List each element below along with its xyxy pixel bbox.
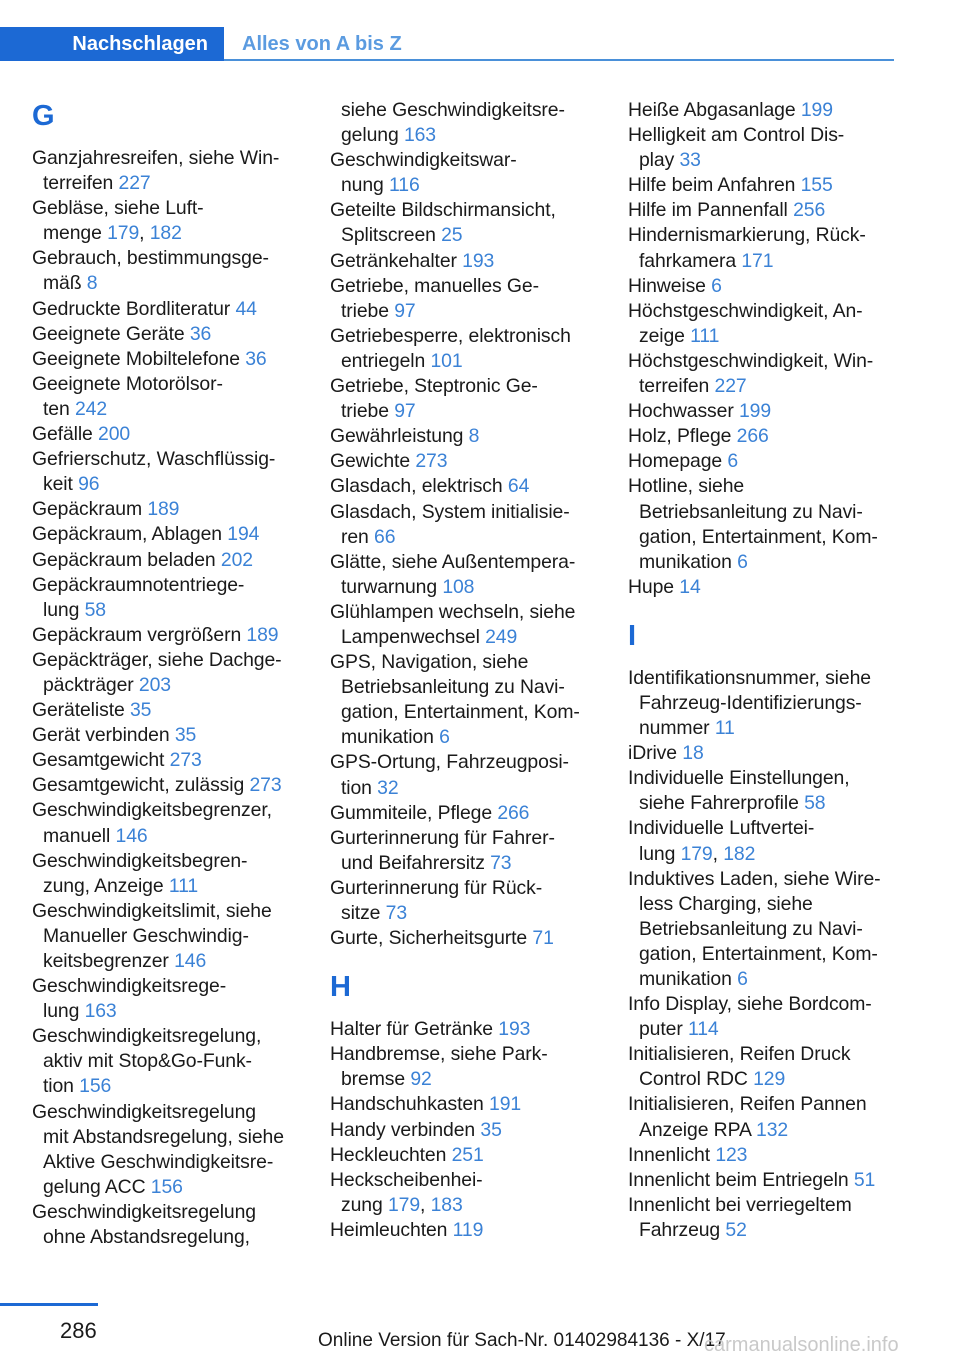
index-entry [32,698,312,723]
index-entry [628,173,908,198]
page-reference-link[interactable]: 193 [498,1018,531,1041]
index-entry [628,424,908,449]
index-entry-text: Gepäckraumnotentriege- lung [32,573,245,621]
index-entry [330,801,610,826]
index-entry [32,648,312,698]
footer-accent-line [0,1303,98,1306]
page-reference-link[interactable]: 73 [385,902,408,924]
index-entry [32,798,312,848]
index-entry [330,1017,610,1042]
index-entry [32,849,312,899]
index-entry-text: Gepäckträger, siehe Dachge- päckträger [32,648,282,696]
index-entry: Individuelle Luftvertei- lung 179, 182 [628,817,815,865]
index-entry-text: Hupe [628,575,674,598]
index-entry [330,1118,610,1143]
index-entry-text: Handbremse, siehe Park- bremse [330,1043,548,1091]
page-reference-link[interactable]: 97 [394,299,416,322]
index-entry-text: Info Display, siehe Bordcom- puter [628,993,872,1041]
page-reference-link[interactable]: 36 [245,347,267,370]
index-column-2 [330,98,610,1243]
index-entry [330,274,610,324]
index-entry [628,274,908,299]
page-reference-link[interactable]: 35 [174,724,197,747]
index-entry [32,422,312,447]
index-entry-text: Halter für Getränke [330,1018,493,1041]
index-entry-text: Gurterinnerung für Rück- sitze [330,876,543,924]
index-entry-text: Hinweise [628,274,706,297]
index-entry-text: Gewichte [330,450,411,473]
page-reference-link[interactable]: 146 [115,824,148,847]
index-entry-text: Geschwindigkeitsregelung ohne Abstandsregelung, [32,1200,256,1249]
index-entry [330,1218,610,1243]
page-reference-link[interactable]: 8 [86,272,98,295]
page-reference-link[interactable]: 33 [679,149,701,172]
index-entry-text: siehe Geschwindigkeitsre- gelung [341,99,565,147]
page-reference-link[interactable]: 71 [532,927,554,950]
page-reference-link[interactable]: 171 [741,249,774,272]
page-reference-link[interactable]: 6 [439,726,450,749]
page-reference-link[interactable]: 266 [736,425,769,448]
index-entry-text: Geteilte Bildschirmansicht, Splitscreen [330,199,556,247]
page-reference-link[interactable]: 36 [189,322,212,345]
page-reference-link[interactable]: 156 [79,1075,112,1098]
index-entry [628,1092,908,1142]
page-reference-link[interactable]: 266 [497,801,530,824]
page-reference-link[interactable]: 6 [737,968,748,990]
index-entry-text: Ganzjahresreifen, siehe Win- terreifen [32,147,280,195]
index-entry-text: Gepäckraum beladen [32,548,216,571]
page-reference-link[interactable]: 200 [98,423,131,446]
page-reference-link[interactable]: 199 [738,400,772,423]
index-entry [32,522,312,547]
page-reference-link[interactable]: 11 [714,717,735,740]
index-entry [32,146,312,196]
index-entry-text: Heckleuchten [330,1143,447,1166]
index-entry [32,297,312,322]
page-reference-link[interactable]: 58 [804,792,826,815]
index-entry-text: Geräteliste [32,699,125,722]
page-reference-link[interactable]: 132 [756,1118,789,1141]
index-entry-text: Geschwindigkeitsbegrenzer, manuell [32,799,272,847]
index-entry [330,198,610,248]
index-entry-text: Geeignete Motorölsor- ten [32,372,223,420]
index-entry-text: Gummiteile, Pflege [330,801,493,824]
page-reference-link[interactable]: 227 [118,172,151,195]
index-entry [628,741,908,766]
index-entry-text: Innenlicht [628,1143,711,1166]
page-reference-link[interactable]: 183 [430,1193,463,1216]
index-entry-text: Getriebesperre, elektronisch entriegeln [330,324,571,372]
page-reference-link[interactable]: 273 [169,749,202,772]
page-reference-link[interactable]: 179 [387,1193,421,1216]
page-reference-link[interactable]: 273 [249,774,282,797]
index-letter-heading: H [330,971,351,1004]
index-letter-heading: G [32,100,55,132]
page-reference-link[interactable]: 101 [430,349,463,372]
index-entry-text: GPS, Navigation, siehe Betriebsanleitung zu Navi- gation, Entertainment, Kom- munikation [330,651,580,749]
index-entry [32,548,312,573]
index-entry-text: Gedruckte Bordliteratur [32,297,231,320]
index-entry-text: Hindernismarkierung, Rück- fahrkamera [628,224,866,272]
page-reference-link[interactable]: 189 [147,498,180,521]
page-reference-link[interactable]: 129 [753,1068,786,1091]
index-entry-text: Homepage [628,450,723,473]
page-reference-link[interactable]: 179 [107,222,140,245]
page-reference-link[interactable]: 116 [389,174,420,197]
page-reference-link[interactable]: 44 [235,297,257,320]
index-entry-text: Glasdach, elektrisch [330,475,503,498]
index-entry-text: Geschwindigkeitsbegren- zung, Anzeige [32,849,248,897]
index-entry-text: Getränkehalter [330,249,457,272]
page-reference-link[interactable]: 189 [246,623,279,646]
page-reference-link[interactable]: 182 [149,222,182,245]
index-entry [32,1200,312,1250]
page-reference-link[interactable]: 251 [451,1143,484,1166]
index-entry-text: Gepäckraum, Ablagen [32,523,222,546]
page-reference-link[interactable]: 52 [725,1218,747,1241]
index-entry [628,1143,908,1168]
index-entry-text: iDrive [628,742,677,765]
page-reference-link[interactable]: 156 [150,1175,183,1198]
index-entry-text: Gefrierschutz, Waschflüssig- keit [32,448,276,496]
index-entry-text: GPS-Ortung, Fahrzeugposi- tion [330,751,569,799]
index-entry-text: Handschuhkasten [330,1093,484,1116]
index-entry [330,249,610,274]
index-entry-text: Individuelle Einstellungen, siehe Fahrerprofile [628,767,850,815]
header-tab-bar [0,27,894,61]
index-entry [32,974,312,1024]
index-entry [330,324,610,374]
watermark: carmanualsonline.info [704,1334,899,1356]
page-reference-link[interactable]: 155 [800,174,833,197]
page-reference-link[interactable]: 92 [410,1068,432,1091]
page-reference-link[interactable]: 163 [403,124,436,147]
index-entry [628,399,908,424]
page-reference-link[interactable]: 191 [489,1093,522,1116]
index-entry-text: Gebrauch, bestimmungsge- mäß [32,247,269,295]
index-entry [628,575,908,600]
index-entry-text: Induktives Laden, siehe Wire- less Charging, siehe Betriebsanleitung zu Navi- gation, Entertainment, Kom- munikation [628,867,881,990]
index-entry-text: Handy verbinden [330,1118,476,1141]
page-reference-link[interactable]: 123 [715,1143,748,1166]
index-entry [628,1042,908,1092]
page-reference-link[interactable]: 58 [84,598,106,621]
page-reference-link[interactable]: 199 [800,99,833,121]
index-entry [628,1168,908,1193]
page-reference-link[interactable]: 179 [680,842,713,865]
page-reference-link[interactable]: 97 [394,400,416,423]
index-entry-text: Helligkeit am Control Dis- play [628,124,845,172]
section-spacer [330,951,610,967]
index-entry [330,500,610,550]
page-reference-link[interactable]: 182 [723,842,756,865]
index-entry-text: Geeignete Geräte [32,322,185,345]
index-entry [330,650,610,750]
index-entry [330,750,610,800]
index-entry [32,723,312,748]
page-reference-link[interactable]: 108 [442,575,475,598]
index-entry [32,748,312,773]
index-entry-text: Gerät verbinden [32,724,170,747]
page-reference-link[interactable]: 66 [374,525,396,548]
index-entry [628,449,908,474]
index-entry-text: Gebläse, siehe Luft- menge [32,197,204,245]
index-entry-text: Hochwasser [628,400,734,423]
index-entry [32,1024,312,1099]
index-entry-text: Gurte, Sicherheitsgurte [330,927,528,950]
index-entry [628,223,908,273]
page-reference-link[interactable]: 273 [415,450,448,473]
page-reference-link[interactable]: 194 [227,523,260,546]
index-entry [32,1100,312,1200]
page-reference-link[interactable]: 202 [220,548,253,571]
index-entry-text: Geschwindigkeitswar- nung [330,149,517,197]
page-reference-link[interactable]: 64 [507,475,530,498]
index-entry-text: Geeignete Mobiltelefone [32,347,240,370]
index-entry-text: Gurterinnerung für Fahrer- und Beifahrersitz [330,826,555,874]
page-reference-link[interactable]: 51 [853,1168,876,1191]
page-reference-link[interactable]: 114 [688,1018,719,1041]
index-entry-text: Gefälle [32,423,93,446]
index-entry-text: Geschwindigkeitslimit, siehe Manueller Geschwindig- keitsbegrenzer [32,899,272,972]
page-reference-link[interactable]: 111 [168,874,199,897]
index-entry-text: Geschwindigkeitsrege- lung [32,975,227,1023]
index-entry-text: Glätte, siehe Außentempera- turwarnung [330,550,576,598]
index-entry [628,766,908,816]
page-reference-link[interactable]: 25 [441,224,463,247]
index-entry-text: Innenlicht beim Entriegeln [628,1168,849,1191]
page-reference-link[interactable]: 193 [462,249,495,272]
index-entry [32,573,312,623]
index-entry [628,299,908,349]
page-reference-link[interactable]: 227 [714,375,747,398]
index-entry [628,867,908,992]
index-entry [628,666,908,741]
tab-alles-von-a-bis-z[interactable]: Alles von A bis Z [242,33,402,55]
index-entry [330,374,610,424]
page-reference-link[interactable]: 146 [174,950,207,972]
index-entry [32,623,312,648]
index-entry [330,148,610,198]
index-entry [330,876,610,926]
index-entry-text: Höchstgeschwindigkeit, An- zeige [628,299,863,347]
page-reference-link[interactable]: 163 [84,1000,117,1023]
page-reference-link[interactable]: 203 [138,673,171,696]
index-entry [628,349,908,399]
section-spacer [628,600,908,616]
index-entry-text: Identifikationsnummer, siehe Fahrzeug-Identifizierungs- nummer [628,666,871,740]
page-reference-link[interactable]: 242 [74,397,108,420]
index-entry-text: Heiße Abgasanlage [628,99,796,121]
page-number: 286 [60,1318,97,1343]
index-entry [32,322,312,347]
page-reference-link[interactable]: 256 [793,199,826,222]
page-reference-link[interactable]: 119 [452,1218,484,1241]
index-entry-text: Gesamtgewicht, zulässig [32,774,245,797]
page-reference-link[interactable]: 249 [485,625,518,648]
index-entry-text: Geschwindigkeitsregelung, aktiv mit Stop&Go-Funk- tion [32,1025,262,1098]
index-entry-text: Initialisieren, Reifen Pannen Anzeige RPA [628,1093,867,1141]
index-entry-text: Holz, Pflege [628,425,732,448]
index-entry [330,600,610,650]
index-entry [32,773,312,798]
index-entry-text: Glasdach, System initialisie- ren [330,500,570,548]
index-letter-heading: I [628,619,637,652]
index-entry [330,1042,610,1092]
index-entry [32,347,312,372]
index-entry [330,550,610,600]
index-entry [32,246,312,296]
page-reference-link[interactable]: 111 [690,324,720,347]
index-entry [628,123,908,173]
page-reference-link[interactable]: 35 [480,1118,502,1141]
index-entry-text: Hilfe im Pannenfall [628,199,788,222]
index-entry [628,198,908,223]
tab-nachschlagen[interactable]: Nachschlagen [0,27,224,61]
page-reference-link[interactable]: 14 [679,575,701,598]
index-entry-text: Getriebe, manuelles Ge- triebe [330,274,539,322]
index-column-1 [32,98,312,1250]
index-entry [330,1143,610,1168]
index-entry-text: Höchstgeschwindigkeit, Win- terreifen [628,349,874,398]
index-entry-text: Geschwindigkeitsregelung mit Abstandsregelung, siehe Aktive Geschwindigkeitsre- gelung ACC [32,1100,284,1198]
index-entry [32,372,312,422]
index-entry-text: Initialisieren, Reifen Druck Control RDC [628,1043,851,1091]
header-divider [224,59,894,61]
index-entry-text: Heckscheibenhei- zung [330,1168,483,1216]
page-reference-link[interactable]: 96 [78,473,100,496]
index-entry [32,497,312,522]
page-reference-link[interactable]: 18 [682,742,704,765]
page-reference-link[interactable]: 6 [727,450,739,473]
index-entry-text: Hotline, siehe Betriebsanleitung zu Navi- gation, Entertainment, Kom- munikation [628,475,878,573]
index-entry [330,926,610,951]
index-entry-text: Gepäckraum [32,498,143,521]
page-reference-link[interactable]: 6 [737,550,748,573]
index-entry-text: Hilfe beim Anfahren [628,174,796,197]
index-entry [628,1193,908,1243]
index-entry: Gebläse, siehe Luft- menge 179, 182 [32,197,204,245]
index-entry [330,424,610,449]
page-reference-link[interactable]: 73 [490,851,512,874]
index-entry-text: Glühlampen wechseln, siehe Lampenwechsel [330,600,576,648]
index-entry-text: Gesamtgewicht [32,749,165,772]
index-entry [330,1092,610,1117]
index-entry [330,826,610,876]
index-entry [32,447,312,497]
page-reference-link[interactable]: 35 [129,699,152,722]
index-entry: Heckscheibenhei- zung 179, 183 [330,1168,483,1216]
index-entry [330,474,610,499]
index-entry [628,992,908,1042]
index-entry [628,98,908,123]
index-column-3 [628,98,908,1243]
index-entry-text: Heimleuchten [330,1218,448,1241]
index-entry-text: Innenlicht bei verriegeltem Fahrzeug [628,1193,852,1241]
index-entry [628,474,908,574]
index-entry [32,899,312,974]
page-reference-link[interactable]: 8 [468,425,480,448]
index-entry-text: Individuelle Luftvertei- lung [628,817,815,865]
index-entry-continued [330,98,610,148]
page-reference-link[interactable]: 6 [711,274,722,297]
online-version-note: Online Version für Sach-Nr. 01402984136 - X/17 [318,1330,726,1351]
index-entry [330,449,610,474]
page-reference-link[interactable]: 32 [377,776,399,799]
index-entry-text: Getriebe, Steptronic Ge- triebe [330,375,538,423]
index-entry-text: Gepäckraum vergrößern [32,623,242,646]
index-entry-text: Gewährleistung [330,425,464,448]
